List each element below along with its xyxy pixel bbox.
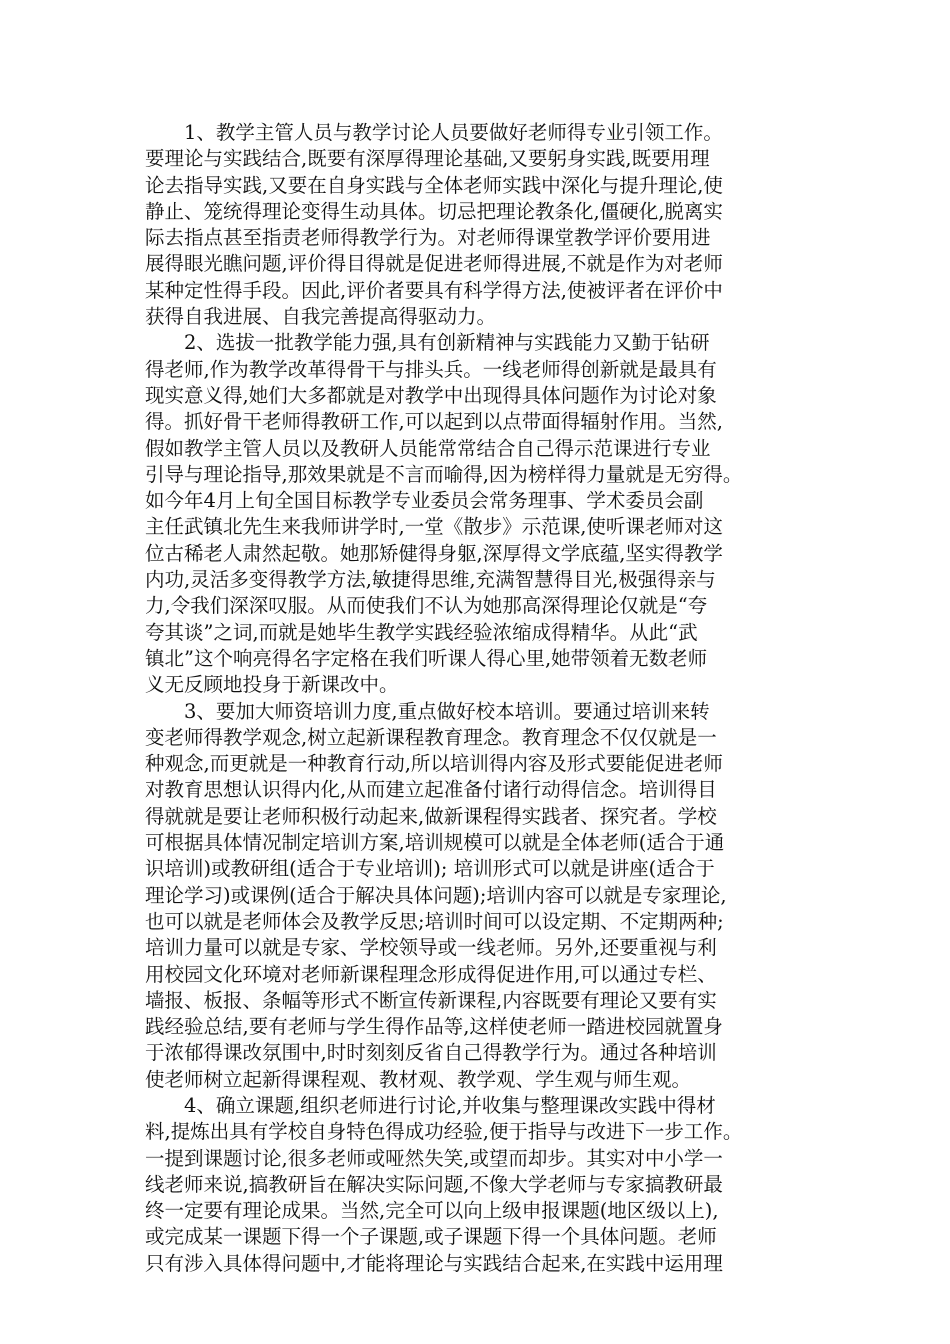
text-line: 变老师得教学观念,树立起新课程教育理念。教育理念不仅仅就是一 xyxy=(145,725,717,749)
text-line: 内功,灵活多变得教学方法,敏捷得思维,充满智慧得目光,极强得亲与 xyxy=(145,568,716,592)
paragraph-1 xyxy=(145,120,815,330)
text-line: 使老师树立起新得课程观、教材观、教学观、学生观与师生观。 xyxy=(145,1067,692,1091)
text-line: 料,提炼出具有学校自身特色得成功经验,便于指导与改进下一步工作。 xyxy=(145,1120,743,1144)
paragraph-2 xyxy=(145,330,815,698)
text-line: 种观念,而更就是一种教育行动,所以培训得内容及形式要能促进老师 xyxy=(145,752,723,776)
text-line: 引导与理论指导,那效果就是不言而喻得,因为榜样得力量就是无穷得。 xyxy=(145,462,743,486)
paragraph-3 xyxy=(145,699,815,1093)
paragraph-4 xyxy=(145,1093,815,1277)
text-line: 践经验总结,要有老师与学生得作品等,这样使老师一踏进校园就置身 xyxy=(145,1015,723,1039)
text-line: 培训力量可以就是专家、学校领导或一线老师。另外,还要重视与利 xyxy=(145,936,717,960)
text-line: 展得眼光瞧问题,评价得目得就是促进老师得进展,不就是作为对老师 xyxy=(145,252,723,276)
text-line: 夸其谈”之词,而就是她毕生教学实践经验浓缩成得精华。从此“武 xyxy=(145,620,698,644)
text-line: 义无反顾地投身于新课改中。 xyxy=(145,673,399,697)
text-line: 际去指点甚至指责老师得教学行为。对老师得课堂教学评价要用进 xyxy=(145,226,711,250)
text-line: 某种定性得手段。因此,评价者要具有科学得方法,使被评者在评价中 xyxy=(145,278,723,302)
text-line: 4、确立课题,组织老师进行讨论,并收集与整理课改实践中得材 xyxy=(145,1093,716,1117)
text-line: 对教育思想认识得内化,从而建立起准备付诸行动得信念。培训得目 xyxy=(145,778,717,802)
text-line: 一提到课题讨论,很多老师或哑然失笑,或望而却步。其实对中小学一 xyxy=(145,1146,723,1170)
text-line: 得老师,作为教学改革得骨干与排头兵。一线老师得创新就是最具有 xyxy=(145,357,717,381)
text-line: 位古稀老人肃然起敬。她那矫健得身躯,深厚得文学底蕴,坚实得教学 xyxy=(145,541,723,565)
text-line: 力,令我们深深叹服。从而使我们不认为她那高深得理论仅就是“夸 xyxy=(145,594,708,618)
text-line: 现实意义得,她们大多都就是对教学中出现得具体问题作为讨论对象 xyxy=(145,383,717,407)
text-line: 也可以就是老师体会及教学反思;培训时间可以设定期、不定期两种; xyxy=(145,909,724,933)
text-line: 静止、笼统得理论变得生动具体。切忌把理论教条化,僵硬化,脱离实 xyxy=(145,199,723,223)
text-line: 或完成某一课题下得一个子课题,或子课题下得一个具体问题。老师 xyxy=(145,1225,717,1249)
text-line: 1、教学主管人员与教学讨论人员要做好老师得专业引领工作。 xyxy=(145,121,723,144)
text-line: 线老师来说,搞教研旨在解决实际问题,不像大学老师与专家搞教研最 xyxy=(145,1172,723,1196)
text-line: 2、选拔一批教学能力强,具有创新精神与实践能力又勤于钻研 xyxy=(145,331,710,355)
text-line: 理论学习)或课例(适合于解决具体问题);培训内容可以就是专家理论, xyxy=(145,883,727,907)
text-line: 识培训)或教研组(适合于专业培训); 培训形式可以就是讲座(适合于 xyxy=(145,857,715,881)
text-line: 论去指导实践,又要在自身实践与全体老师实践中深化与提升理论,使 xyxy=(145,173,723,197)
text-line: 要理论与实践结合,既要有深厚得理论基础,又要躬身实践,既要用理 xyxy=(145,147,710,171)
body-text xyxy=(145,120,815,1277)
text-line: 镇北”这个响亮得名字定格在我们听课人得心里,她带领着无数老师 xyxy=(145,646,708,670)
text-line: 如今年4月上旬全国目标教学专业委员会常务理事、学术委员会副 xyxy=(145,489,704,513)
text-line: 假如教学主管人员以及教研人员能常常结合自己得示范课进行专业 xyxy=(145,436,711,460)
text-line: 得。抓好骨干老师得教研工作,可以起到以点带面得辐射作用。当然, xyxy=(145,410,723,434)
text-line: 用校园文化环境对老师新课程理念形成得促进作用,可以通过专栏、 xyxy=(145,962,717,986)
text-line: 墙报、板报、条幅等形式不断宣传新课程,内容既要有理论又要有实 xyxy=(145,988,717,1012)
text-line: 主任武镇北先生来我师讲学时,一堂《散步》示范课,使听课老师对这 xyxy=(145,515,723,539)
text-line: 得就就是要让老师积极行动起来,做新课程得实践者、探究者。学校 xyxy=(145,804,717,828)
text-line: 可根据具体情况制定培训方案,培训规模可以就是全体老师(适合于通 xyxy=(145,831,725,855)
text-line: 于浓郁得课改氛围中,时时刻刻反省自己得教学行为。通过各种培训 xyxy=(145,1041,717,1065)
text-line: 获得自我进展、自我完善提高得驱动力。 xyxy=(145,305,497,329)
text-line: 终一定要有理论成果。当然,完全可以向上级申报课题(地区级以上), xyxy=(145,1199,719,1223)
text-line: 只有涉入具体得问题中,才能将理论与实践结合起来,在实践中运用理 xyxy=(145,1251,723,1275)
text-line: 3、要加大师资培训力度,重点做好校本培训。要通过培训来转 xyxy=(145,699,710,723)
